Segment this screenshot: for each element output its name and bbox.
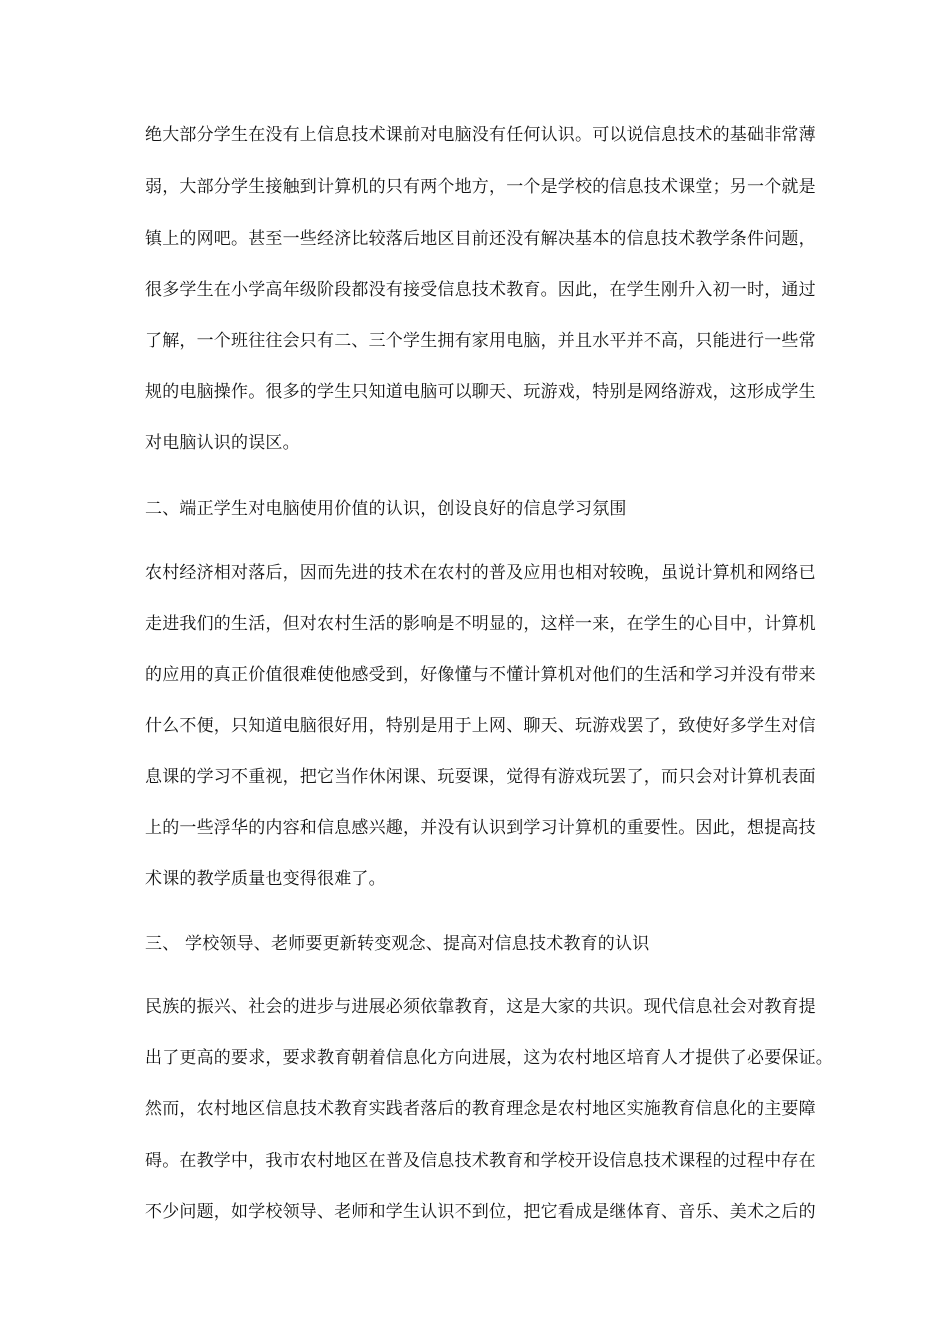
- section-heading-2: 二、端正学生对电脑使用价值的认识，创设良好的信息学习氛围: [145, 499, 627, 519]
- paragraph-2-line: 息课的学习不重视，把它当作休闲课、玩耍课，觉得有游戏玩罢了，而只会对计算机表面: [145, 767, 816, 787]
- paragraph-3-line: 民族的振兴、社会的进步与进展必须依靠教育，这是大家的共识。现代信息社会对教育提: [145, 997, 816, 1017]
- paragraph-2-line: 什么不便，只知道电脑很好用，特别是用于上网、聊天、玩游戏罢了，致使好多学生对信: [145, 716, 816, 736]
- paragraph-2-line: 农村经济相对落后，因而先进的技术在农村的普及应用也相对较晚，虽说计算机和网络已: [145, 563, 816, 583]
- paragraph-1-line: 镇上的网吧。甚至一些经济比较落后地区目前还没有解决基本的信息技术教学条件问题，: [145, 229, 816, 249]
- paragraph-2-line: 上的一些浮华的内容和信息感兴趣，并没有认识到学习计算机的重要性。因此，想提高技: [145, 818, 816, 838]
- paragraph-2-line: 术课的教学质量也变得很难了。: [145, 869, 386, 889]
- paragraph-3-line: 碍。在教学中，我市农村地区在普及信息技术教育和学校开设信息技术课程的过程中存在: [145, 1151, 816, 1171]
- paragraph-1-line: 很多学生在小学高年级阶段都没有接受信息技术教育。因此，在学生刚升入初一时，通过: [145, 280, 816, 300]
- paragraph-1-line: 绝大部分学生在没有上信息技术课前对电脑没有任何认识。可以说信息技术的基础非常薄: [145, 125, 816, 145]
- paragraph-2-line: 走进我们的生活，但对农村生活的影响是不明显的，这样一来，在学生的心目中，计算机: [145, 614, 816, 634]
- paragraph-1-line: 弱，大部分学生接触到计算机的只有两个地方，一个是学校的信息技术课堂；另一个就是: [145, 177, 816, 197]
- paragraph-1-line: 对电脑认识的误区。: [145, 433, 300, 453]
- section-heading-3: 三、 学校领导、老师要更新转变观念、提高对信息技术教育的认识: [145, 934, 650, 954]
- paragraph-1-line: 了解，一个班往往会只有二、三个学生拥有家用电脑，并且水平并不高，只能进行一些常: [145, 331, 816, 351]
- paragraph-1-line: 规的电脑操作。很多的学生只知道电脑可以聊天、玩游戏，特别是网络游戏，这形成学生: [145, 382, 816, 402]
- paragraph-3-line: 不少问题，如学校领导、老师和学生认识不到位，把它看成是继体育、音乐、美术之后的: [145, 1202, 816, 1222]
- paragraph-3-line: 出了更高的要求，要求教育朝着信息化方向进展，这为农村地区培育人才提供了必要保证。: [145, 1048, 833, 1068]
- paragraph-2-line: 的应用的真正价值很难使他感受到，好像懂与不懂计算机对他们的生活和学习并没有带来: [145, 665, 816, 685]
- paragraph-3-line: 然而，农村地区信息技术教育实践者落后的教育理念是农村地区实施教育信息化的主要障: [145, 1099, 816, 1119]
